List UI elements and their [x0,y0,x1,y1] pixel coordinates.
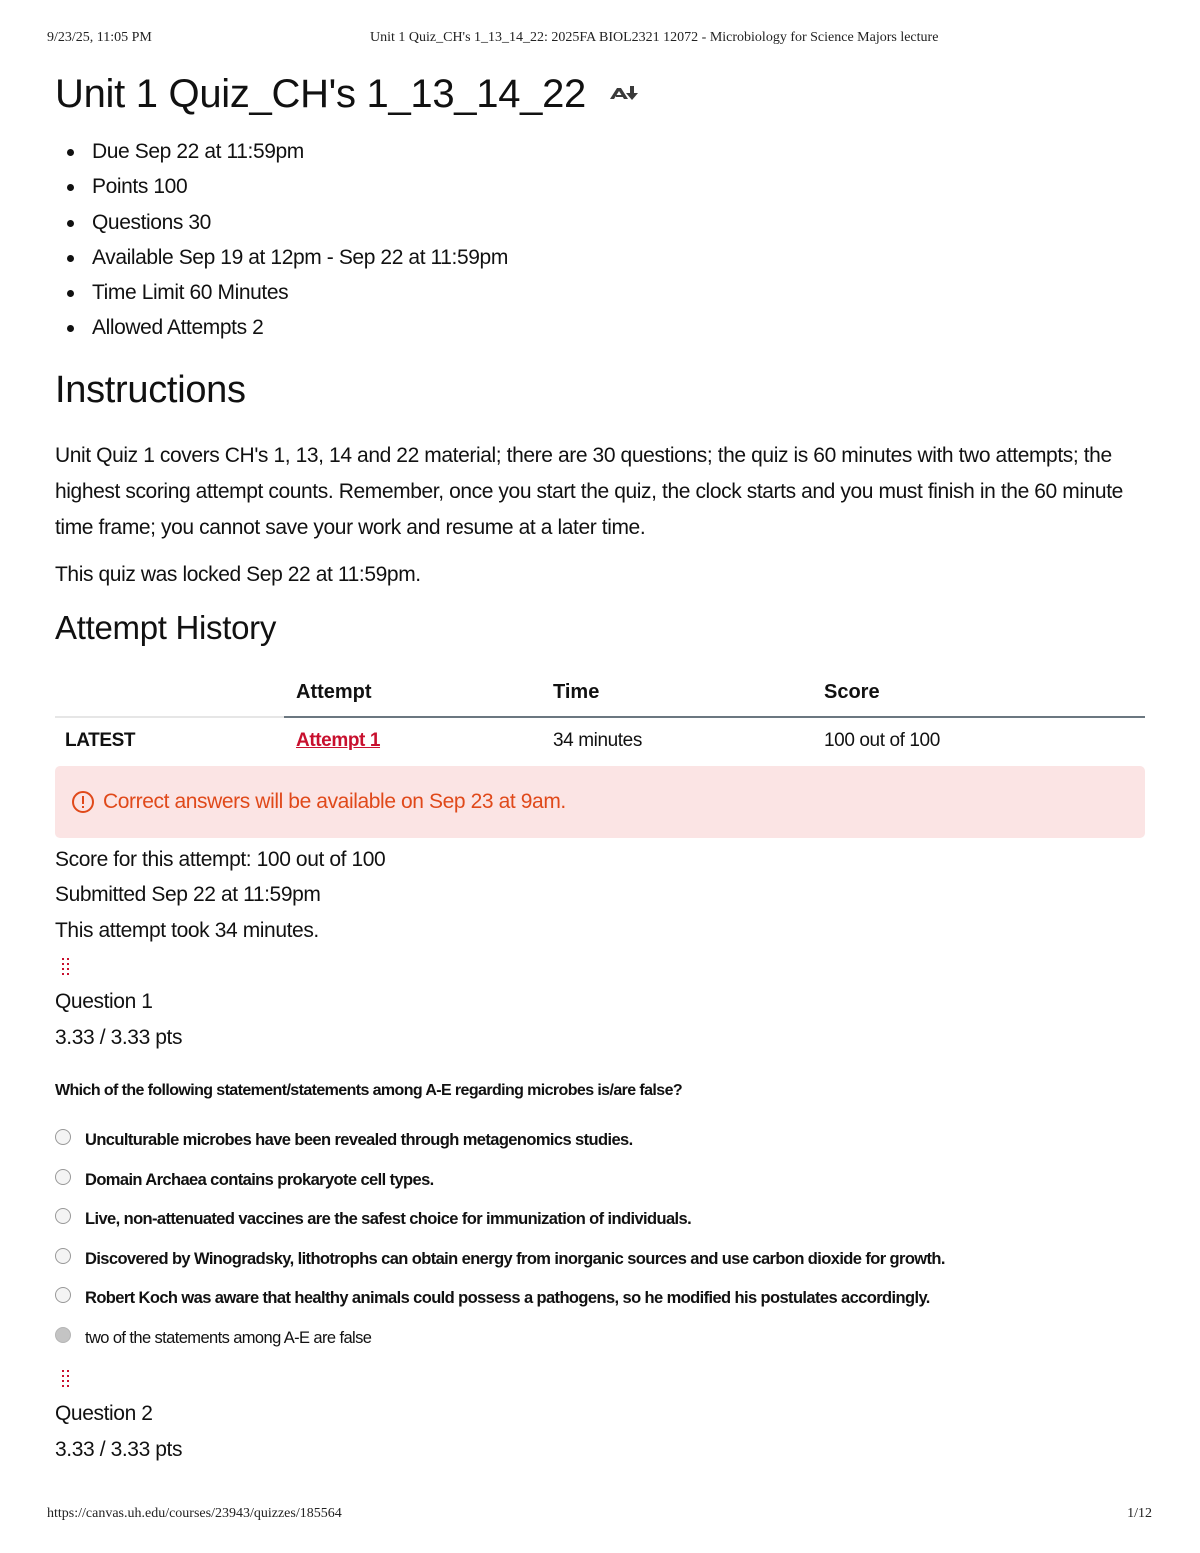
question-1-header [55,984,1145,1055]
attempt-time: 34 minutes [553,729,642,751]
attempt-score: 100 out of 100 [824,729,940,751]
radio-button[interactable] [55,1208,71,1224]
drag-handle-icon[interactable] [55,1360,1145,1396]
print-page-number: 1/12 [1127,1506,1152,1521]
submitted-line: Submitted Sep 22 at 11:59pm [55,883,321,907]
column-header-score: Score [824,670,1145,717]
column-header-attempt: Attempt [284,670,553,717]
table-row [55,717,1145,764]
quiz-details-list [55,134,1145,346]
radio-button[interactable] [55,1129,71,1145]
quiz-content [55,68,1145,1467]
print-doc-title: Unit 1 Quiz_CH's 1_13_14_22: 2025FA BIOL2321 12072 - Microbiology for Science Majors lecture [370,30,939,45]
answer-option[interactable]: Unculturable microbes have been revealed through metagenomics studies. [55,1121,1145,1161]
radio-button[interactable] [55,1169,71,1185]
detail-points: Points 100 [55,169,1145,204]
locked-notice: This quiz was locked Sep 22 at 11:59pm. [55,562,421,586]
detail-available: Available Sep 19 at 12pm - Sep 22 at 11:59pm [55,240,1145,275]
radio-button[interactable] [55,1287,71,1303]
detail-time-limit: Time Limit 60 Minutes [55,275,1145,310]
attempt-1-link[interactable]: Attempt 1 [296,729,381,751]
radio-button[interactable] [55,1248,71,1264]
answer-option[interactable]: Domain Archaea contains prokaryote cell types. [55,1161,1145,1201]
question-1-answers [55,1121,1145,1358]
latest-badge: LATEST [65,729,136,751]
column-header-label [55,670,284,717]
score-line: Score for this attempt: 100 out of 100 [55,847,386,871]
question-2-name: Question 2 [55,1402,153,1426]
detail-questions: Questions 30 [55,205,1145,240]
quiz-title-row [55,68,1145,120]
print-datetime: 9/23/25, 11:05 PM [47,30,152,45]
instructions-heading: Instructions [55,368,246,411]
quiz-title: Unit 1 Quiz_CH's 1_13_14_22 [55,72,586,116]
attempt-summary [55,842,1145,949]
question-1-points: 3.33 / 3.33 pts [55,1025,183,1049]
correct-answers-alert [55,766,1145,838]
answer-option[interactable]: Discovered by Winogradsky, lithotrophs can obtain energy from inorganic sources and use carbon dioxide for growth. [55,1240,1145,1280]
published-rocket-icon[interactable] [608,84,638,104]
alert-text: Correct answers will be available on Sep 23 at 9am. [103,789,566,813]
question-2-points: 3.33 / 3.33 pts [55,1437,183,1461]
answer-option[interactable]: Robert Koch was aware that healthy animals could possess a pathogens, so he modified his postulates accordingly. [55,1279,1145,1319]
column-header-time: Time [553,670,824,717]
attempt-history-heading: Attempt History [55,608,277,646]
answer-option-selected[interactable]: two of the statements among A-E are false [55,1319,1145,1359]
print-url: https://canvas.uh.edu/courses/23943/quizzes/185564 [47,1506,342,1521]
question-1-text: Which of the following statement/statements among A-E regarding microbes is/are false? [55,1082,683,1100]
table-header-row [55,670,1145,717]
duration-line: This attempt took 34 minutes. [55,918,319,942]
detail-due: Due Sep 22 at 11:59pm [55,134,1145,169]
attempt-history-table [55,670,1145,764]
radio-button-selected[interactable] [55,1327,71,1343]
question-2-header [55,1396,1145,1467]
exclamation-circle-icon [71,790,95,814]
drag-handle-icon[interactable] [55,948,1145,984]
instructions-text: Unit Quiz 1 covers CH's 1, 13, 14 and 22 material; there are 30 questions; the quiz is 60 minutes with two attempts; the highest scoring attempt counts. Remember, once you start the quiz, the clock starts and you must finish in the 60 minute time frame; you cannot save your work and resume at a later time. [55,443,1123,539]
detail-allowed-attempts: Allowed Attempts 2 [55,310,1145,345]
question-1-name: Question 1 [55,990,153,1014]
answer-option[interactable]: Live, non-attenuated vaccines are the safest choice for immunization of individuals. [55,1200,1145,1240]
